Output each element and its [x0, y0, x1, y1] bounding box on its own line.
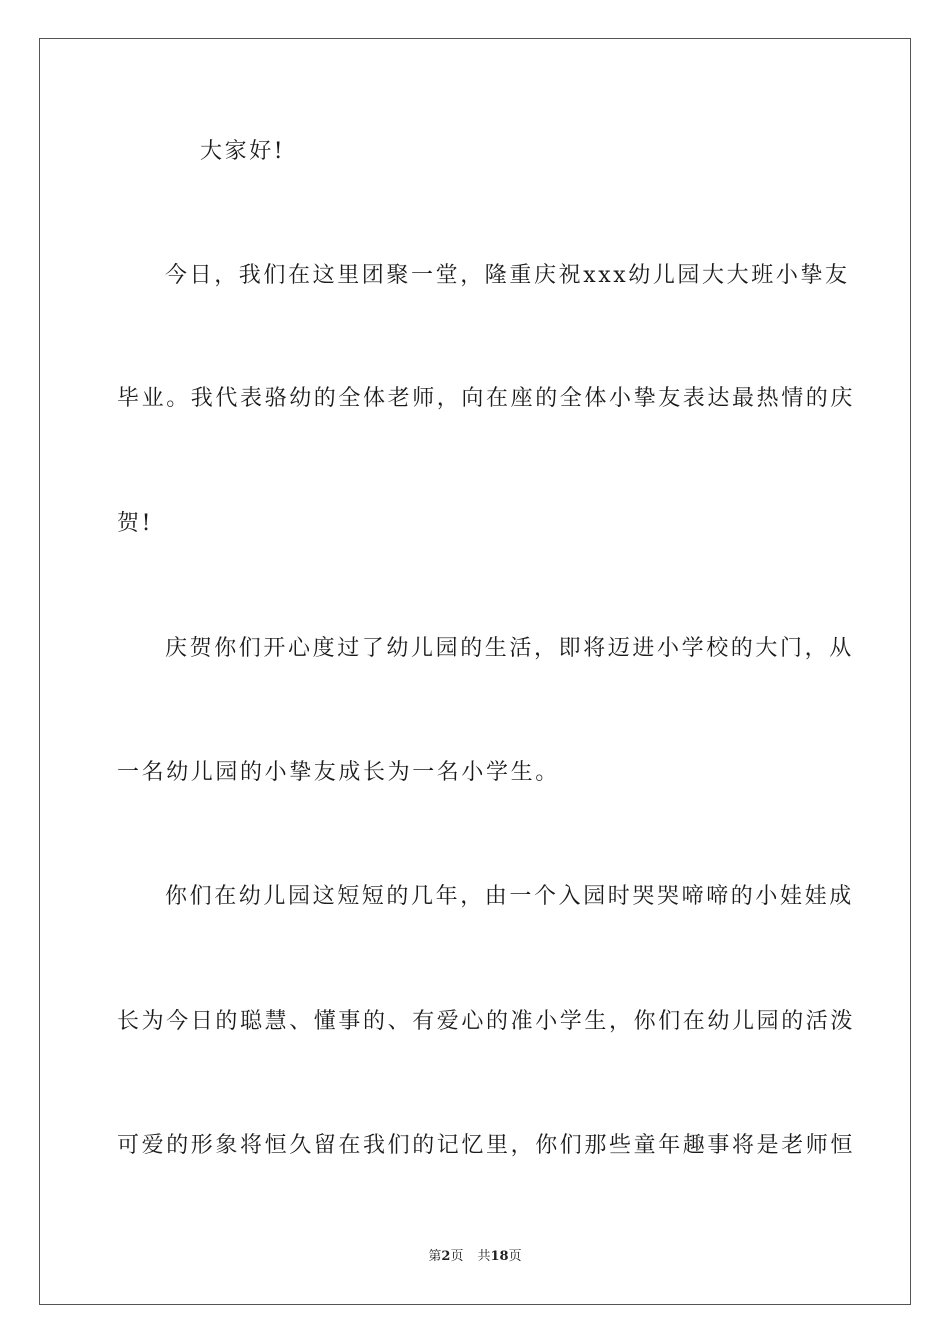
page-suffix: 页 — [450, 1249, 464, 1264]
page-prefix: 第 — [428, 1249, 442, 1264]
paragraph-line: 一名幼儿园的小挚友成长为一名小学生。 — [117, 760, 560, 785]
paragraph-line: 你们在幼儿园这短短的几年，由一个入园时哭哭啼啼的小娃娃成 — [165, 884, 854, 909]
paragraph-line: 贺! — [117, 511, 154, 536]
paragraph-line: 长为今日的聪慧、懂事的、有爱心的准小学生，你们在幼儿园的活泼 — [117, 1009, 856, 1034]
greeting-line: 大家好! — [200, 139, 286, 164]
total-suffix: 页 — [508, 1249, 522, 1264]
paragraph-line: 庆贺你们开心度过了幼儿园的生活，即将迈进小学校的大门，从 — [165, 636, 854, 661]
total-pages: 18 — [490, 1249, 509, 1264]
paragraph-line: 今日，我们在这里团聚一堂，隆重庆祝xxx幼儿园大大班小挚友 — [165, 263, 850, 288]
total-prefix: 共 — [477, 1249, 491, 1264]
paragraph-line: 可爱的形象将恒久留在我们的记忆里，你们那些童年趣事将是老师恒 — [117, 1133, 856, 1158]
page-border — [39, 38, 911, 1305]
paragraph-line: 毕业。我代表骆幼的全体老师，向在座的全体小挚友表达最热情的庆 — [117, 386, 856, 411]
page-footer — [0, 1248, 950, 1266]
page-number: 2 — [441, 1249, 451, 1264]
